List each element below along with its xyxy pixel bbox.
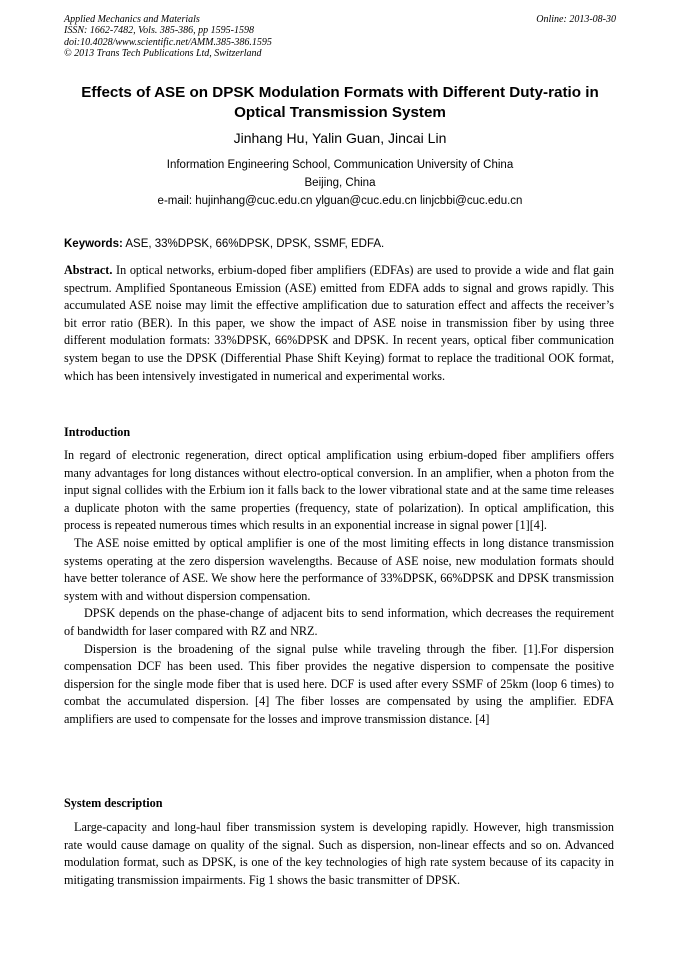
author-list: Jinhang Hu, Yalin Guan, Jincai Lin (233, 130, 447, 146)
system-description-section (64, 819, 614, 889)
affiliation-line: Information Engineering School, Communication University of China (166, 159, 514, 171)
journal-header (64, 14, 616, 60)
intro-paragraph: In regard of electronic regeneration, direct optical amplification using erbium-doped fiber amplifiers offers many advantages for long distances without electro-optical conversion. In an amplifier, when a photon from the input signal collides with the Erbium ion it falls back to the lower vibrational state and at the same time releases a duplicate photon with the same properties (frequency, state of polarization). In optical amplification, this process is repeated numerous times which results in an exponential increase in signal power [1][4]. (64, 448, 614, 533)
intro-paragraph: The ASE noise emitted by optical amplifier is one of the most limiting effects in long distance transmission systems operating at the zero dispersion wavelengths. Because of ASE noise, new modulation formats should have better tolerance of ASE. We show here the performance of 33%DPSK, 66%DPSK and DPSK transmission system with and without dispersion compensation. (64, 535, 614, 603)
issn-line: ISSN: 1662-7482, Vols. 385-386, pp 1595-1598 (64, 25, 254, 37)
abstract-label: Abstract. (64, 263, 113, 277)
intro-paragraph: Dispersion is the broadening of the signal pulse while traveling through the fiber. [1].For dispersion compensation DCF has been used. This fiber provides the negative dispersion to compensate the positive dispersion for the single mode fiber that is used here. DCF is used after every SSMF of 25km (loop 6 times) to combat the accumulated dispersion. [4] The fiber losses are compensated by using the amplifier. EDFA amplifiers are used to compensate for the losses and improve transmission distance. [4] (64, 641, 614, 726)
journal-name: Applied Mechanics and Materials (64, 14, 200, 25)
affiliation-block (60, 156, 620, 210)
email-line: e-mail: hujinhang@cuc.edu.cn ylguan@cuc.edu.cn linjcbbi@cuc.edu.cn (157, 195, 523, 207)
keywords-text: ASE, 33%DPSK, 66%DPSK, DPSK, SSMF, EDFA. (122, 238, 385, 250)
paper-title: Effects of ASE on DPSK Modulation Formats with Different Duty-ratio in Optical Transmission System (81, 84, 599, 121)
introduction-section (64, 447, 614, 729)
system-description-heading: System description (64, 796, 163, 810)
affiliation-location: Beijing, China (304, 177, 376, 189)
doi-line: doi:10.4028/www.scientific.net/AMM.385-386.1595 (64, 36, 272, 48)
online-date: Online: 2013-08-30 (536, 14, 616, 25)
copyright-line: © 2013 Trans Tech Publications Ltd, Switzerland (64, 48, 262, 60)
introduction-heading: Introduction (64, 425, 131, 439)
keywords (64, 236, 616, 252)
keywords-label: Keywords: (64, 238, 123, 250)
intro-paragraph: DPSK depends on the phase-change of adjacent bits to send information, which decreases the requirement of bandwidth for laser compared with RZ and NRZ. (64, 606, 614, 638)
system-paragraph: Large-capacity and long-haul fiber transmission system is developing rapidly. However, high transmission rate would cause damage on quality of the signal. Such as dispersion, non-linear effects and so on. Advanced modulation format, such as DPSK, is one of the key technologies of high rate system because of its capacity in mitigating transmission impairments. Fig 1 shows the basic transmitter of DPSK. (64, 820, 614, 887)
abstract (64, 262, 614, 385)
abstract-text: In optical networks, erbium-doped fiber amplifiers (EDFAs) are used to provide a wide and flat gain spectrum. Amplified Spontaneous Emission (ASE) emitted from EDFA adds to signal and grows rapidly. This accumulated ASE noise may limit the effective amplification due to saturation effect and affects the receiver’s bit error ratio (BER). In this paper, we show the impact of ASE noise in transmission fiber by using three different modulation formats: 33%DPSK, 66%DPSK and DPSK. In recent years, optical fiber communication system began to use the DPSK (Differential Phase Shift Keying) format to replace the traditional OOK format, which has been intensively investigated in numerical and experimental works. (64, 263, 614, 383)
